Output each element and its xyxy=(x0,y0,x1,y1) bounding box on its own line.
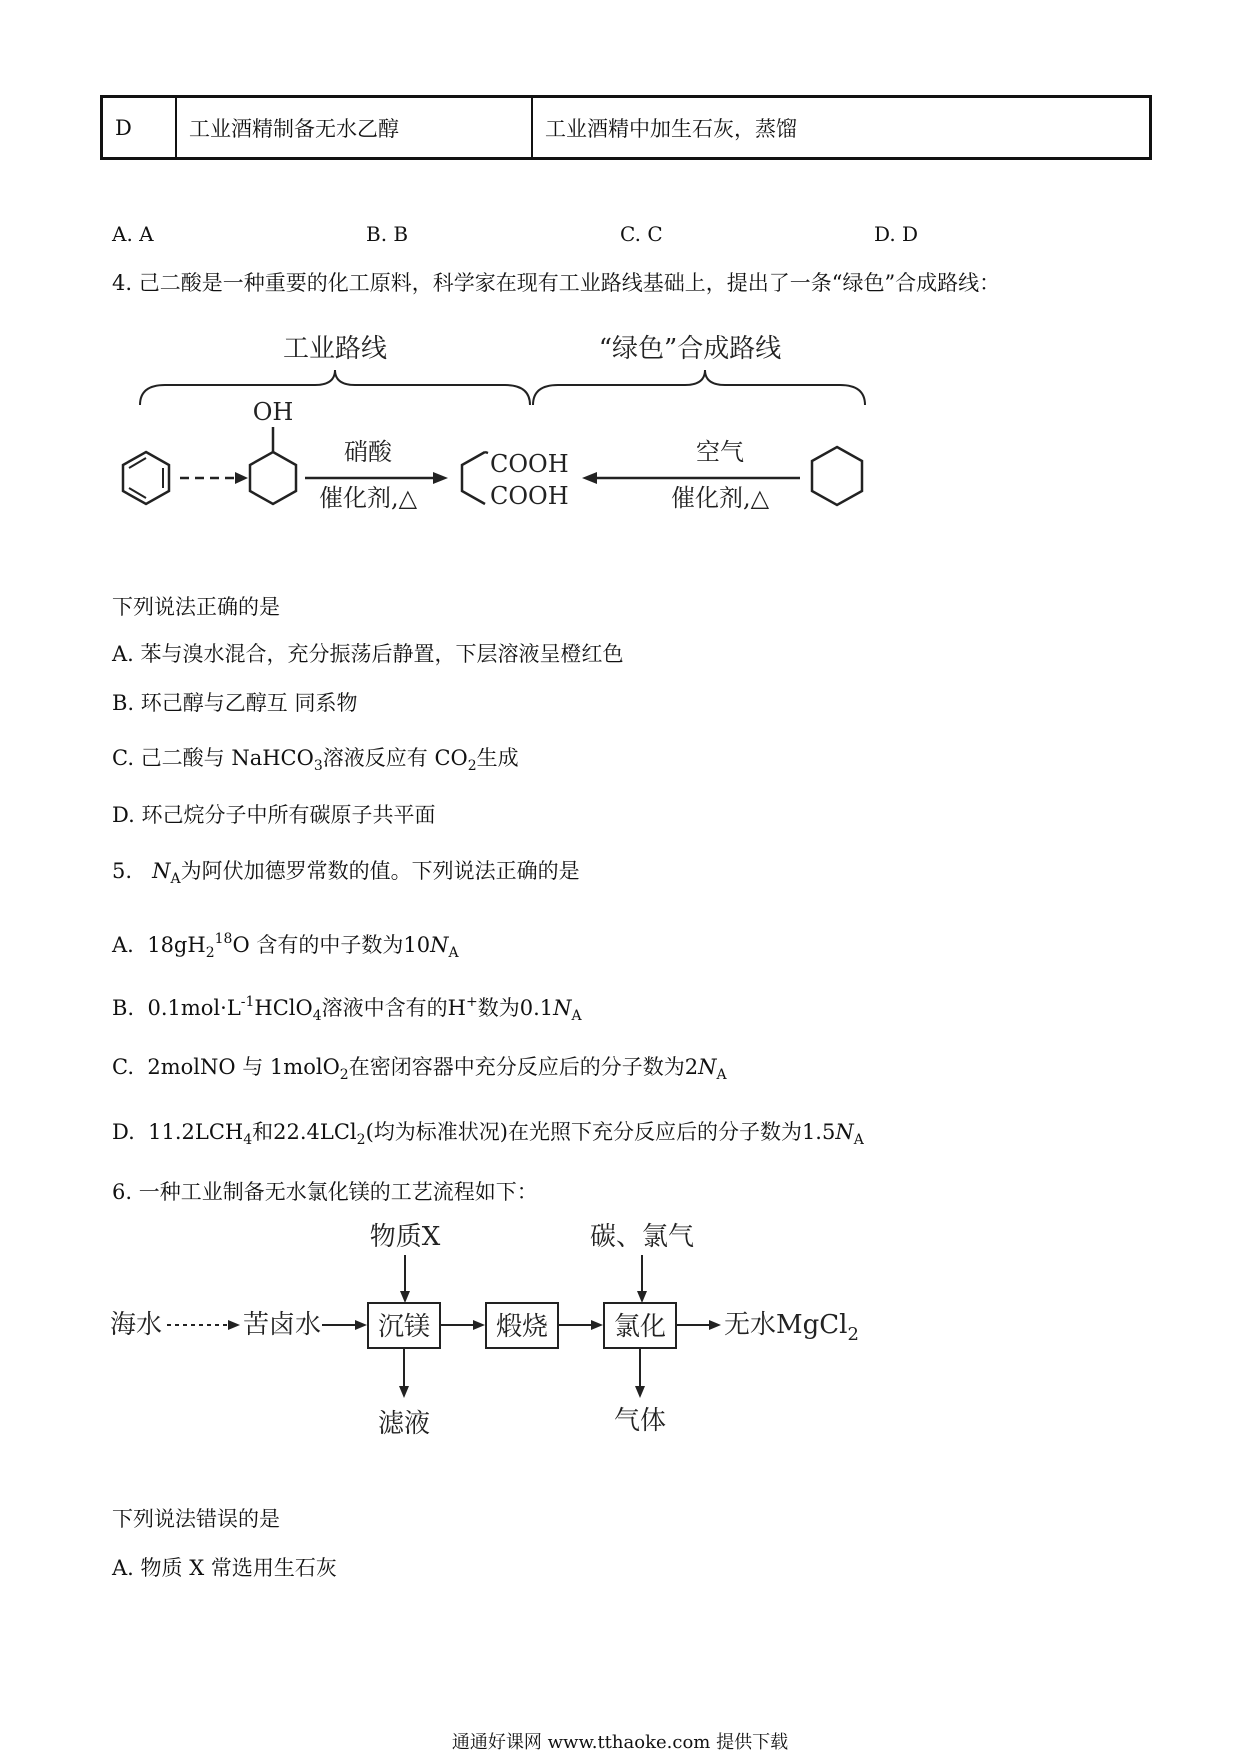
q6-option-a: A. 物质 X 常选用生石灰 xyxy=(112,1556,337,1580)
adipic-acid-structure xyxy=(462,452,485,504)
green-route-label: “绿色”合成路线 xyxy=(598,334,782,364)
table-cell-method: 工业酒精中加生石灰，蒸馏 xyxy=(532,97,1151,159)
q4-option-a: A. 苯与溴水混合，充分振荡后静置，下层溶液呈橙红色 xyxy=(112,642,624,666)
q4-option-b: B. 环己醇与乙醇互 同系物 xyxy=(112,691,358,715)
table-cell-letter: D xyxy=(102,97,177,159)
hydroxyl-label: OH xyxy=(252,398,294,426)
q6-prompt: 下列说法错误的是 xyxy=(112,1507,280,1531)
comparison-table xyxy=(100,95,1152,160)
cyclohexane-structure xyxy=(812,447,862,505)
box2-label: 煅烧 xyxy=(495,1312,549,1342)
arrow-left-icon xyxy=(582,472,597,484)
q3-option-a: A. A xyxy=(112,222,154,246)
box1-label: 沉镁 xyxy=(377,1312,431,1342)
q4-stem: 4. 己二酸是一种重要的化工原料，科学家在现有工业路线基础上，提出了一条“绿色”合成路线： xyxy=(112,271,1001,295)
q3-option-d: D. D xyxy=(874,222,919,246)
seawater-label: 海水 xyxy=(110,1310,163,1340)
q4-option-c: C. 己二酸与 NaHCO$_3$溶液反应有 $CO_2$生成 xyxy=(112,746,519,774)
catalyst-heat-label-2: 催化剂,△ xyxy=(670,484,770,512)
q4-option-d: D. 环己烷分子中所有碳原子共平面 xyxy=(112,803,436,827)
product-label: 无水MgCl$_2$ xyxy=(724,1310,859,1345)
gas-label: 气体 xyxy=(613,1406,667,1436)
q5-option-b: B. $0.1mol\cdot L^{-1}HClO_4$溶液中含有的H+数为$0.1N_A$ xyxy=(112,994,582,1024)
cyclohexanol-structure xyxy=(250,452,296,504)
substance-x-label: 物质X xyxy=(369,1222,441,1252)
q5-option-a: A. $18gH_2^{18}O$ 含有的中子数为$10N_A$ xyxy=(112,931,459,961)
filtrate-label: 滤液 xyxy=(377,1409,431,1439)
box3-label: 氯化 xyxy=(613,1312,667,1342)
catalyst-heat-label-1: 催化剂,△ xyxy=(318,484,418,512)
q6-stem: 6. 一种工业制备无水氯化镁的工艺流程如下： xyxy=(112,1180,538,1204)
q5-stem: 5. $N_A$为阿伏加德罗常数的值。下列说法正确的是 xyxy=(112,859,580,887)
page-footer: 通通好课网 www.tthaoke.com 提供下载 xyxy=(451,1732,789,1753)
carbon-chlorine-label: 碳、氯气 xyxy=(589,1222,695,1252)
q3-option-b: B. B xyxy=(366,222,409,246)
table-cell-purpose: 工业酒精制备无水乙醇 xyxy=(176,97,532,159)
reagent-nitric-acid: 硝酸 xyxy=(344,438,392,466)
reagent-air: 空气 xyxy=(696,438,744,466)
cooh-label-1: COOH xyxy=(490,450,569,478)
synthesis-route-diagram xyxy=(110,320,880,530)
green-brace xyxy=(533,370,865,405)
q5-option-c: C. 2molNO 与 1molO$_2$在密闭容器中充分反应后的分子数为$2N_A$ xyxy=(112,1055,727,1083)
brine-label: 苦卤水 xyxy=(243,1310,322,1340)
process-flow-diagram xyxy=(110,1215,890,1450)
arrow-right-icon xyxy=(433,472,448,484)
industrial-route-label: 工业路线 xyxy=(282,334,388,364)
q4-prompt: 下列说法正确的是 xyxy=(112,595,280,619)
industrial-brace xyxy=(140,370,530,405)
benzene-structure xyxy=(123,452,169,504)
cooh-label-2: COOH xyxy=(490,482,569,510)
q5-option-d: D. $11.2LCH_4$和22.4LCl$_2$(均为标准状况)在光照下充分反应后的分子数为$1.5N_A$ xyxy=(112,1120,864,1148)
table-row xyxy=(102,97,1151,159)
q3-option-c: C. C xyxy=(620,222,663,246)
